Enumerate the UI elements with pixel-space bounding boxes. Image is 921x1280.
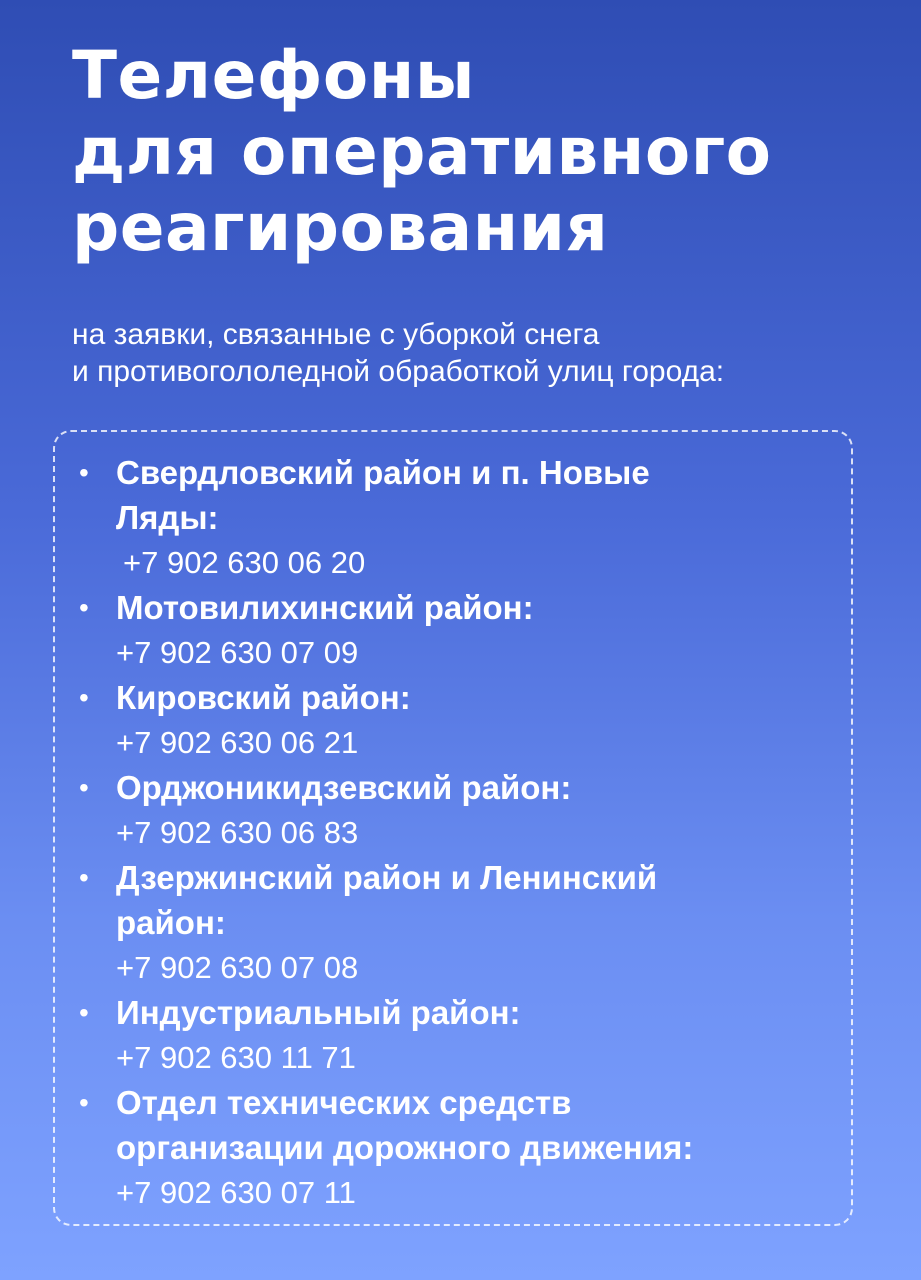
title-line-2: для оперативного (72, 113, 772, 190)
bullet-icon: • (79, 457, 89, 488)
phone-number[interactable]: +7 902 630 11 71 (116, 1040, 356, 1075)
district-name: Индустриальный район: (116, 994, 521, 1031)
phone-number[interactable]: +7 902 630 07 08 (116, 950, 359, 985)
district-name: Дзержинский район и Ленинский (116, 859, 658, 896)
district-name-continued: Ляды: (116, 499, 219, 536)
list-item-traffic-department (77, 1080, 867, 1215)
phone-number[interactable]: +7 902 630 06 20 (123, 545, 366, 580)
list-item-ordzhonikidzevsky (77, 765, 867, 855)
title-line-3: реагирования (72, 189, 609, 266)
district-name: Отдел технических средств (116, 1084, 572, 1121)
district-phone-list (77, 450, 867, 1215)
page-subtitle (72, 316, 872, 390)
list-item-industrialny (77, 990, 867, 1080)
district-name-continued: организации дорожного движения: (116, 1129, 694, 1166)
bullet-icon: • (79, 772, 89, 803)
subtitle-line-2: и противогололедной обработкой улиц города: (72, 355, 725, 388)
bullet-icon: • (79, 1087, 89, 1118)
list-item-sverdlovsky (77, 450, 867, 585)
bullet-icon: • (79, 682, 89, 713)
list-item-kirovsky (77, 675, 867, 765)
district-name: Кировский район: (116, 679, 411, 716)
district-name: Свердловский район и п. Новые (116, 454, 650, 491)
phone-number[interactable]: +7 902 630 07 09 (116, 635, 359, 670)
bullet-icon: • (79, 997, 89, 1028)
page-title (72, 38, 892, 266)
district-name: Мотовилихинский район: (116, 589, 534, 626)
phone-number[interactable]: +7 902 630 06 83 (116, 815, 359, 850)
subtitle-line-1: на заявки, связанные с уборкой снега (72, 318, 600, 351)
title-line-1: Телефоны (72, 37, 475, 114)
bullet-icon: • (79, 592, 89, 623)
list-item-dzerzhinsky-leninsky (77, 855, 867, 990)
phone-number[interactable]: +7 902 630 07 11 (116, 1175, 356, 1210)
phone-number[interactable]: +7 902 630 06 21 (116, 725, 359, 760)
district-name-continued: район: (116, 904, 226, 941)
district-name: Орджоникидзевский район: (116, 769, 572, 806)
bullet-icon: • (79, 862, 89, 893)
list-item-motovilikhinsky (77, 585, 867, 675)
